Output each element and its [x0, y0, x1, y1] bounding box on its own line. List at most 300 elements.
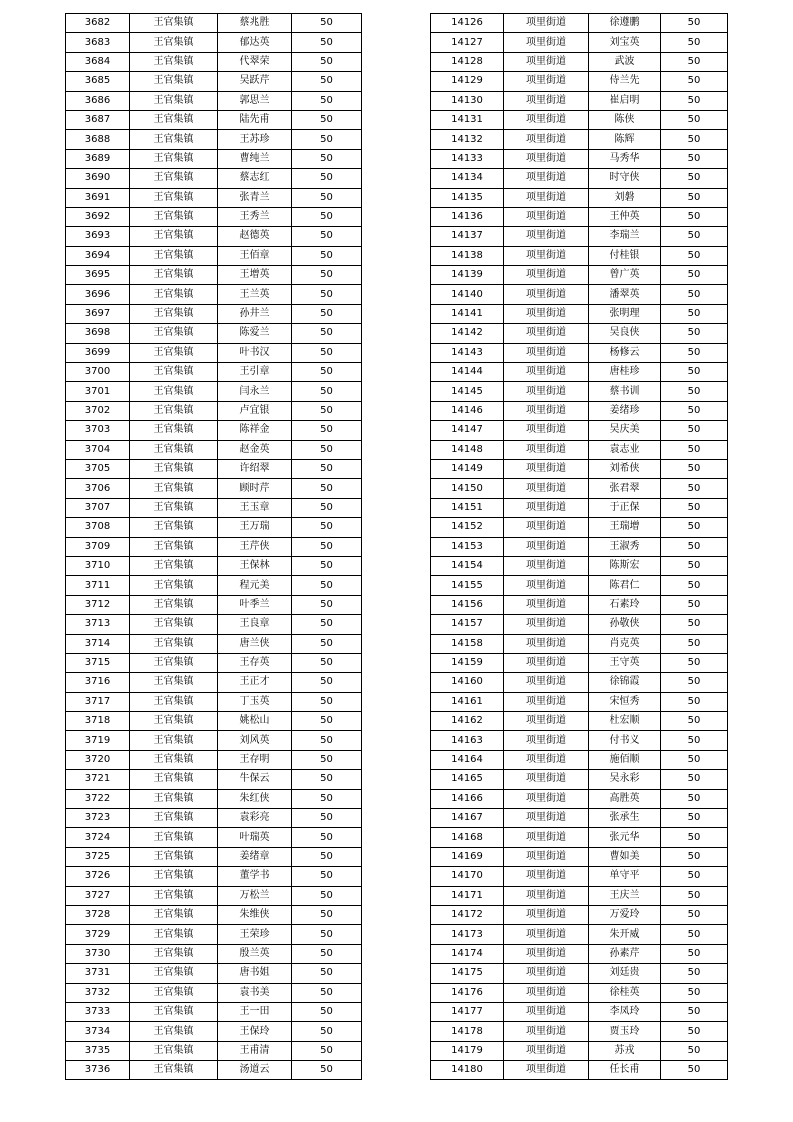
- table-row: [431, 130, 728, 149]
- table-row: [431, 459, 728, 478]
- amount-cell: 50: [661, 285, 728, 304]
- person-name-cell: 程元美: [218, 576, 292, 595]
- person-name-cell: 陈侠: [589, 110, 661, 129]
- person-name-cell: 高胜英: [589, 789, 661, 808]
- person-name-cell: 卢宜银: [218, 401, 292, 420]
- township-cell: 项里街道: [504, 363, 589, 382]
- table-row: [431, 750, 728, 769]
- row-number-cell: 14169: [431, 847, 504, 866]
- table-row: [66, 207, 362, 226]
- township-cell: 项里街道: [504, 130, 589, 149]
- person-name-cell: 顾时芹: [218, 479, 292, 498]
- row-number-cell: 14158: [431, 634, 504, 653]
- row-number-cell: 3692: [66, 207, 130, 226]
- table-row: [66, 440, 362, 459]
- row-number-cell: 3716: [66, 673, 130, 692]
- row-number-cell: 3704: [66, 440, 130, 459]
- township-cell: 王官集镇: [130, 731, 218, 750]
- amount-cell: 50: [292, 227, 362, 246]
- township-cell: 项里街道: [504, 1041, 589, 1060]
- row-number-cell: 3708: [66, 518, 130, 537]
- table-row: [431, 382, 728, 401]
- person-name-cell: 王佰章: [218, 246, 292, 265]
- township-cell: 项里街道: [504, 983, 589, 1002]
- person-name-cell: 叶季兰: [218, 595, 292, 614]
- township-cell: 王官集镇: [130, 576, 218, 595]
- table-row: [66, 343, 362, 362]
- row-number-cell: 14140: [431, 285, 504, 304]
- table-row: [431, 421, 728, 440]
- township-cell: 王官集镇: [130, 421, 218, 440]
- person-name-cell: 孙井兰: [218, 304, 292, 323]
- township-cell: 王官集镇: [130, 149, 218, 168]
- amount-cell: 50: [292, 498, 362, 517]
- township-cell: 王官集镇: [130, 110, 218, 129]
- table-row: [66, 130, 362, 149]
- right-roster-body: [431, 14, 728, 1080]
- table-row: [66, 401, 362, 420]
- township-cell: 项里街道: [504, 1061, 589, 1080]
- table-row: [431, 227, 728, 246]
- row-number-cell: 14178: [431, 1022, 504, 1041]
- amount-cell: 50: [661, 537, 728, 556]
- table-row: [431, 964, 728, 983]
- township-cell: 项里街道: [504, 266, 589, 285]
- township-cell: 项里街道: [504, 731, 589, 750]
- township-cell: 王官集镇: [130, 595, 218, 614]
- township-cell: 项里街道: [504, 809, 589, 828]
- person-name-cell: 闫永兰: [218, 382, 292, 401]
- person-name-cell: 张君翠: [589, 479, 661, 498]
- table-row: [431, 52, 728, 71]
- row-number-cell: 3734: [66, 1022, 130, 1041]
- person-name-cell: 王瑞增: [589, 518, 661, 537]
- table-row: [431, 615, 728, 634]
- person-name-cell: 崔启明: [589, 91, 661, 110]
- amount-cell: 50: [661, 52, 728, 71]
- table-row: [431, 14, 728, 33]
- person-name-cell: 姜绪章: [218, 847, 292, 866]
- amount-cell: 50: [292, 324, 362, 343]
- amount-cell: 50: [292, 1041, 362, 1060]
- row-number-cell: 3725: [66, 847, 130, 866]
- person-name-cell: 刘风英: [218, 731, 292, 750]
- table-row: [431, 847, 728, 866]
- row-number-cell: 3682: [66, 14, 130, 33]
- left-roster-table: [65, 13, 362, 1080]
- row-number-cell: 3702: [66, 401, 130, 420]
- table-row: [431, 595, 728, 614]
- table-row: [431, 983, 728, 1002]
- row-number-cell: 14156: [431, 595, 504, 614]
- person-name-cell: 李凤玲: [589, 1002, 661, 1021]
- table-row: [431, 440, 728, 459]
- amount-cell: 50: [661, 964, 728, 983]
- table-row: [66, 905, 362, 924]
- township-cell: 项里街道: [504, 925, 589, 944]
- amount-cell: 50: [292, 964, 362, 983]
- row-number-cell: 3689: [66, 149, 130, 168]
- amount-cell: 50: [661, 33, 728, 52]
- row-number-cell: 14165: [431, 770, 504, 789]
- amount-cell: 50: [292, 266, 362, 285]
- township-cell: 王官集镇: [130, 246, 218, 265]
- township-cell: 王官集镇: [130, 91, 218, 110]
- township-cell: 项里街道: [504, 91, 589, 110]
- row-number-cell: 14155: [431, 576, 504, 595]
- person-name-cell: 王万瑞: [218, 518, 292, 537]
- row-number-cell: 3718: [66, 712, 130, 731]
- table-row: [66, 673, 362, 692]
- township-cell: 王官集镇: [130, 867, 218, 886]
- row-number-cell: 14170: [431, 867, 504, 886]
- table-row: [431, 537, 728, 556]
- township-cell: 王官集镇: [130, 886, 218, 905]
- table-row: [66, 750, 362, 769]
- row-number-cell: 3687: [66, 110, 130, 129]
- left-roster-body: [66, 14, 362, 1080]
- row-number-cell: 3736: [66, 1061, 130, 1080]
- amount-cell: 50: [661, 944, 728, 963]
- township-cell: 王官集镇: [130, 130, 218, 149]
- township-cell: 项里街道: [504, 285, 589, 304]
- row-number-cell: 3695: [66, 266, 130, 285]
- person-name-cell: 王守英: [589, 653, 661, 672]
- person-name-cell: 贾玉玲: [589, 1022, 661, 1041]
- table-row: [66, 1061, 362, 1080]
- township-cell: 王官集镇: [130, 1002, 218, 1021]
- amount-cell: 50: [292, 905, 362, 924]
- row-number-cell: 14133: [431, 149, 504, 168]
- person-name-cell: 袁彩亮: [218, 809, 292, 828]
- table-row: [431, 1022, 728, 1041]
- person-name-cell: 刘廷贵: [589, 964, 661, 983]
- table-row: [66, 246, 362, 265]
- row-number-cell: 14145: [431, 382, 504, 401]
- amount-cell: 50: [661, 382, 728, 401]
- amount-cell: 50: [292, 33, 362, 52]
- amount-cell: 50: [292, 983, 362, 1002]
- person-name-cell: 袁书美: [218, 983, 292, 1002]
- amount-cell: 50: [292, 14, 362, 33]
- table-row: [431, 33, 728, 52]
- table-row: [66, 169, 362, 188]
- row-number-cell: 3703: [66, 421, 130, 440]
- township-cell: 王官集镇: [130, 1061, 218, 1080]
- person-name-cell: 吴庆美: [589, 421, 661, 440]
- amount-cell: 50: [292, 149, 362, 168]
- amount-cell: 50: [292, 712, 362, 731]
- person-name-cell: 陈爱兰: [218, 324, 292, 343]
- row-number-cell: 14175: [431, 964, 504, 983]
- person-name-cell: 王正才: [218, 673, 292, 692]
- person-name-cell: 王荣珍: [218, 925, 292, 944]
- amount-cell: 50: [661, 246, 728, 265]
- township-cell: 项里街道: [504, 537, 589, 556]
- amount-cell: 50: [292, 828, 362, 847]
- person-name-cell: 肖克英: [589, 634, 661, 653]
- table-row: [66, 828, 362, 847]
- township-cell: 项里街道: [504, 440, 589, 459]
- table-row: [431, 828, 728, 847]
- table-row: [431, 363, 728, 382]
- amount-cell: 50: [292, 285, 362, 304]
- amount-cell: 50: [292, 207, 362, 226]
- person-name-cell: 苏戎: [589, 1041, 661, 1060]
- amount-cell: 50: [661, 188, 728, 207]
- row-number-cell: 14177: [431, 1002, 504, 1021]
- table-row: [66, 382, 362, 401]
- amount-cell: 50: [292, 576, 362, 595]
- row-number-cell: 3715: [66, 653, 130, 672]
- township-cell: 王官集镇: [130, 266, 218, 285]
- amount-cell: 50: [661, 1002, 728, 1021]
- row-number-cell: 14144: [431, 363, 504, 382]
- row-number-cell: 14166: [431, 789, 504, 808]
- table-row: [431, 285, 728, 304]
- amount-cell: 50: [661, 440, 728, 459]
- township-cell: 王官集镇: [130, 72, 218, 91]
- amount-cell: 50: [292, 925, 362, 944]
- amount-cell: 50: [292, 130, 362, 149]
- table-row: [431, 653, 728, 672]
- township-cell: 王官集镇: [130, 459, 218, 478]
- person-name-cell: 王良章: [218, 615, 292, 634]
- township-cell: 项里街道: [504, 459, 589, 478]
- person-name-cell: 孙敬侠: [589, 615, 661, 634]
- table-row: [66, 33, 362, 52]
- amount-cell: 50: [292, 459, 362, 478]
- row-number-cell: 14151: [431, 498, 504, 517]
- person-name-cell: 陈斯宏: [589, 556, 661, 575]
- township-cell: 王官集镇: [130, 188, 218, 207]
- person-name-cell: 曾广英: [589, 266, 661, 285]
- row-number-cell: 3726: [66, 867, 130, 886]
- amount-cell: 50: [292, 246, 362, 265]
- table-row: [66, 479, 362, 498]
- table-row: [66, 1002, 362, 1021]
- table-row: [431, 498, 728, 517]
- table-row: [66, 324, 362, 343]
- row-number-cell: 14137: [431, 227, 504, 246]
- table-row: [66, 227, 362, 246]
- person-name-cell: 朱开威: [589, 925, 661, 944]
- person-name-cell: 杜宏顺: [589, 712, 661, 731]
- amount-cell: 50: [292, 770, 362, 789]
- table-row: [431, 518, 728, 537]
- row-number-cell: 14132: [431, 130, 504, 149]
- table-row: [431, 789, 728, 808]
- amount-cell: 50: [292, 343, 362, 362]
- amount-cell: 50: [292, 1061, 362, 1080]
- row-number-cell: 3693: [66, 227, 130, 246]
- township-cell: 项里街道: [504, 149, 589, 168]
- row-number-cell: 14168: [431, 828, 504, 847]
- township-cell: 王官集镇: [130, 227, 218, 246]
- table-row: [431, 556, 728, 575]
- table-row: [431, 304, 728, 323]
- table-row: [431, 324, 728, 343]
- township-cell: 项里街道: [504, 246, 589, 265]
- row-number-cell: 14180: [431, 1061, 504, 1080]
- row-number-cell: 14126: [431, 14, 504, 33]
- amount-cell: 50: [661, 712, 728, 731]
- amount-cell: 50: [292, 363, 362, 382]
- table-row: [431, 712, 728, 731]
- amount-cell: 50: [661, 130, 728, 149]
- person-name-cell: 武波: [589, 52, 661, 71]
- amount-cell: 50: [661, 905, 728, 924]
- table-row: [66, 983, 362, 1002]
- township-cell: 项里街道: [504, 324, 589, 343]
- row-number-cell: 3723: [66, 809, 130, 828]
- row-number-cell: 14179: [431, 1041, 504, 1060]
- person-name-cell: 王增英: [218, 266, 292, 285]
- amount-cell: 50: [661, 750, 728, 769]
- township-cell: 王官集镇: [130, 634, 218, 653]
- row-number-cell: 3719: [66, 731, 130, 750]
- person-name-cell: 赵德英: [218, 227, 292, 246]
- township-cell: 王官集镇: [130, 382, 218, 401]
- amount-cell: 50: [661, 692, 728, 711]
- amount-cell: 50: [661, 169, 728, 188]
- person-name-cell: 唐书姐: [218, 964, 292, 983]
- row-number-cell: 3732: [66, 983, 130, 1002]
- township-cell: 项里街道: [504, 789, 589, 808]
- row-number-cell: 14130: [431, 91, 504, 110]
- township-cell: 王官集镇: [130, 809, 218, 828]
- table-row: [66, 692, 362, 711]
- row-number-cell: 14172: [431, 905, 504, 924]
- amount-cell: 50: [292, 1022, 362, 1041]
- person-name-cell: 王秀兰: [218, 207, 292, 226]
- row-number-cell: 3728: [66, 905, 130, 924]
- table-row: [431, 479, 728, 498]
- person-name-cell: 郭思兰: [218, 91, 292, 110]
- person-name-cell: 王引章: [218, 363, 292, 382]
- table-row: [66, 886, 362, 905]
- table-row: [431, 401, 728, 420]
- township-cell: 王官集镇: [130, 304, 218, 323]
- amount-cell: 50: [661, 343, 728, 362]
- township-cell: 项里街道: [504, 673, 589, 692]
- township-cell: 王官集镇: [130, 401, 218, 420]
- township-cell: 王官集镇: [130, 556, 218, 575]
- table-row: [66, 518, 362, 537]
- township-cell: 项里街道: [504, 479, 589, 498]
- row-number-cell: 14162: [431, 712, 504, 731]
- person-name-cell: 吴跃芹: [218, 72, 292, 91]
- table-row: [431, 867, 728, 886]
- amount-cell: 50: [661, 421, 728, 440]
- person-name-cell: 王甫清: [218, 1041, 292, 1060]
- person-name-cell: 王玉章: [218, 498, 292, 517]
- person-name-cell: 丁玉英: [218, 692, 292, 711]
- row-number-cell: 14147: [431, 421, 504, 440]
- amount-cell: 50: [661, 227, 728, 246]
- township-cell: 王官集镇: [130, 1022, 218, 1041]
- row-number-cell: 3721: [66, 770, 130, 789]
- township-cell: 王官集镇: [130, 518, 218, 537]
- amount-cell: 50: [292, 401, 362, 420]
- person-name-cell: 陈君仁: [589, 576, 661, 595]
- amount-cell: 50: [292, 537, 362, 556]
- township-cell: 项里街道: [504, 556, 589, 575]
- township-cell: 王官集镇: [130, 770, 218, 789]
- row-number-cell: 14176: [431, 983, 504, 1002]
- person-name-cell: 陆先甫: [218, 110, 292, 129]
- person-name-cell: 万松兰: [218, 886, 292, 905]
- row-number-cell: 3694: [66, 246, 130, 265]
- person-name-cell: 郁达英: [218, 33, 292, 52]
- person-name-cell: 王芹侠: [218, 537, 292, 556]
- township-cell: 王官集镇: [130, 285, 218, 304]
- township-cell: 王官集镇: [130, 964, 218, 983]
- right-roster-table: [430, 13, 728, 1080]
- township-cell: 王官集镇: [130, 498, 218, 517]
- township-cell: 王官集镇: [130, 847, 218, 866]
- table-row: [66, 615, 362, 634]
- township-cell: 项里街道: [504, 14, 589, 33]
- amount-cell: 50: [661, 653, 728, 672]
- row-number-cell: 14150: [431, 479, 504, 498]
- row-number-cell: 3688: [66, 130, 130, 149]
- table-row: [431, 343, 728, 362]
- amount-cell: 50: [292, 867, 362, 886]
- amount-cell: 50: [661, 789, 728, 808]
- amount-cell: 50: [661, 615, 728, 634]
- township-cell: 项里街道: [504, 750, 589, 769]
- row-number-cell: 14134: [431, 169, 504, 188]
- table-row: [431, 266, 728, 285]
- table-row: [66, 556, 362, 575]
- row-number-cell: 14128: [431, 52, 504, 71]
- person-name-cell: 张元华: [589, 828, 661, 847]
- amount-cell: 50: [661, 770, 728, 789]
- amount-cell: 50: [661, 1041, 728, 1060]
- amount-cell: 50: [292, 595, 362, 614]
- person-name-cell: 王庆兰: [589, 886, 661, 905]
- row-number-cell: 14136: [431, 207, 504, 226]
- row-number-cell: 14146: [431, 401, 504, 420]
- amount-cell: 50: [292, 789, 362, 808]
- amount-cell: 50: [292, 847, 362, 866]
- table-row: [431, 1002, 728, 1021]
- township-cell: 项里街道: [504, 712, 589, 731]
- amount-cell: 50: [661, 110, 728, 129]
- township-cell: 项里街道: [504, 72, 589, 91]
- township-cell: 项里街道: [504, 382, 589, 401]
- person-name-cell: 宋恒秀: [589, 692, 661, 711]
- table-row: [66, 595, 362, 614]
- table-row: [431, 886, 728, 905]
- person-name-cell: 石素玲: [589, 595, 661, 614]
- person-name-cell: 王一田: [218, 1002, 292, 1021]
- township-cell: 王官集镇: [130, 653, 218, 672]
- amount-cell: 50: [292, 653, 362, 672]
- row-number-cell: 3710: [66, 556, 130, 575]
- person-name-cell: 孙素芹: [589, 944, 661, 963]
- table-row: [66, 944, 362, 963]
- township-cell: 王官集镇: [130, 1041, 218, 1060]
- amount-cell: 50: [292, 169, 362, 188]
- township-cell: 项里街道: [504, 207, 589, 226]
- amount-cell: 50: [661, 266, 728, 285]
- amount-cell: 50: [661, 363, 728, 382]
- table-row: [66, 72, 362, 91]
- amount-cell: 50: [292, 673, 362, 692]
- row-number-cell: 14129: [431, 72, 504, 91]
